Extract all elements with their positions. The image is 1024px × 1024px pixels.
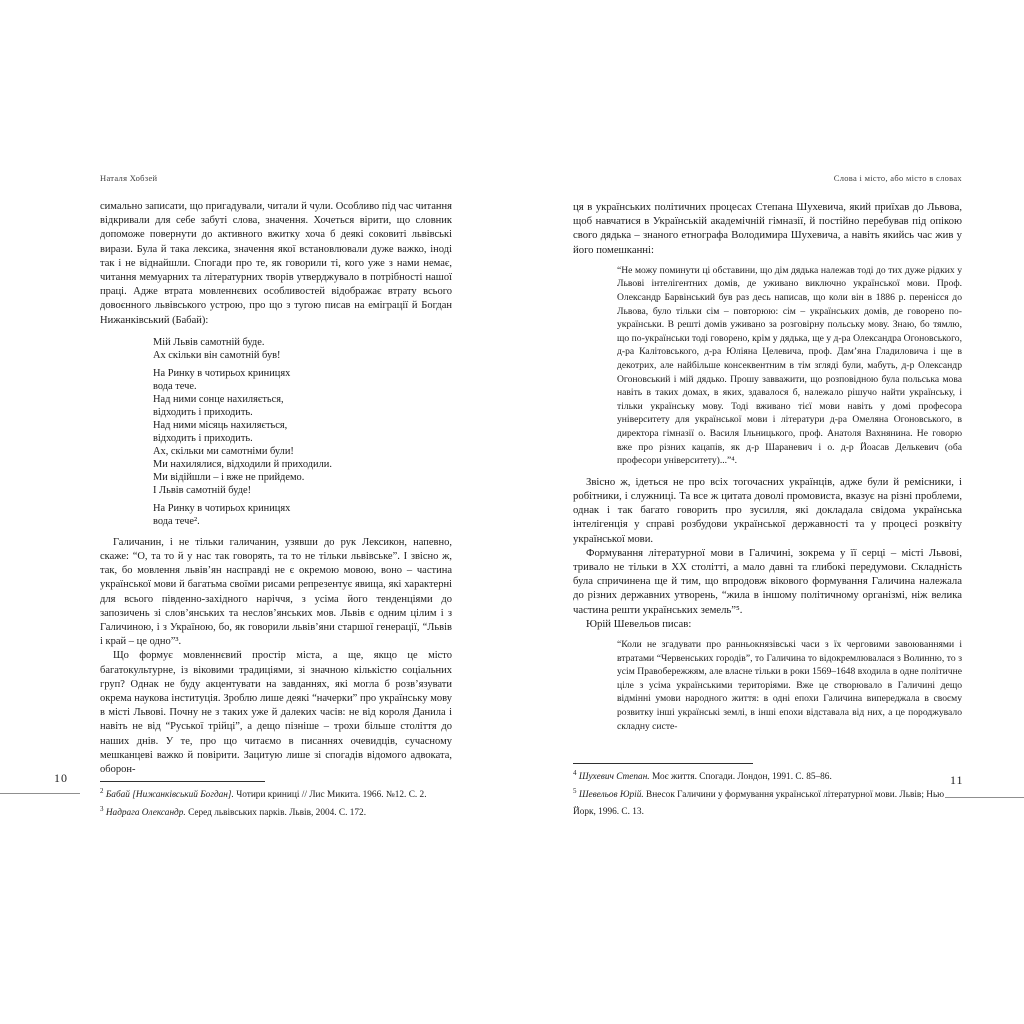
footnote <box>573 769 962 787</box>
footnote-marker: 4 <box>573 768 577 777</box>
page-number-right: 11 <box>950 773 964 787</box>
footnotes-right <box>573 763 962 822</box>
footnote-text: Моє життя. Спогади. Лондон, 1991. С. 85–86. <box>651 772 832 782</box>
poem-line: І Львів самотній буде! <box>153 484 252 496</box>
footnote <box>100 787 452 805</box>
poem-line: Над ними сонце нахиляється, <box>153 393 284 405</box>
paragraph: Звісно ж, ідеться не про всіх тогочасних українців, адже були й ремісники, і робітники, і служниці. Та все ж цитата доволі промовиста, вказує на різні проблеми, однак і так багато говорить про зусилля, які докладала свідома українська інтелігенція у справі розбудови української державності та у процесі розквіту української мови. <box>573 475 962 545</box>
page-right-body <box>573 200 962 733</box>
paragraph: симально записати, що пригадували, читали й чули. Особливо під час читання відкривали для себе забуті слова, значення. Хочеться вірити, що словник допоможе повернути до активного вжитку хоча б деякі соковиті львівські вирази. Була й така лексика, значення якої встановлювали дуже важко, іноді так і не віднайшли. Спогади про те, як говорили ті, кого уже з нами немає, читання мемуарних та літературних творів утверджувало в потрібності нашої праці. Адже втрата мовленнєвих особливостей відображає втрату всього довоєнного львівського устрою, про що з тугою писав на еміграції й Богдан Нижанківський (Бабай): <box>100 201 452 326</box>
footnote-marker: 2 <box>100 786 104 795</box>
poem-stanza <box>153 336 452 362</box>
footnote-author: Шевельов Юрій. <box>578 789 644 800</box>
poem-line: Над ними місяць нахиляється, <box>153 419 288 431</box>
footnote-marker: 3 <box>100 804 104 813</box>
poem-stanza <box>153 502 452 528</box>
running-header-right: Слова і місто, або місто в словах <box>833 173 962 183</box>
poem-line: Мій Львів самотній буде. <box>153 336 265 348</box>
footnote-separator <box>100 781 265 782</box>
poem-line: На Ринку в чотирьох криницях <box>153 367 291 379</box>
paragraph: Галичанин, і не тільки галичанин, узявши до рук Лексикон, напевно, скаже: “О, та то й у нас так говорять, та то не тільки львівське”. І звісно ж, так, бо мовлення львів’ян насправді не є окремою мовою, воно – частина української мови й багатьма своїми рисами репрезентує явища, які характерні для всього південно-західного наріччя, з усіма його тенденціями до запозичень зі слов’янських та неслов’янських мов. Львів є одним цілим і з Галичиною, і з Україною, бо, як говорили львів’яни старшої генерації, “Львів і край – це одно”³. <box>100 536 452 648</box>
footnote <box>100 805 452 823</box>
paragraph: Юрій Шевельов писав: <box>586 617 692 630</box>
folio-rule-right <box>945 797 1024 798</box>
footnote-author: Шухевич Степан. <box>578 772 650 782</box>
footnote-author: Надрага Олександр. <box>105 807 186 818</box>
block-quote: “Не можу поминути ці обставини, що дім дядька належав тоді до тих дуже рідких у Львові інтелігентних домів, де уживано виключно української мови. Проф. Олександр Барвінський був раз десь написав, що коли він в 1886 р. перенісся до Львова, було тільки сім – повторюю: сім – українських домів, де говорено по-українськи. В решті домів уживано за розговірну польську мову. Знаю, бо тямлю, що по-українськи тоді говорено, крім у дядька, ще у д-ра Олександра Огоновського, д-ра Калітовського, д-ра Юліяна Целевича, проф. Дам’яна Гладиловича і ще в декотрих, але найбільше консеквентним в тім згляді були, мабуть, д-р Олександр Огоновський і мій дядько. Прошу завважити, що розповідною була польська мова навіть в таких домах, в яких, здавалося б, належало рішучо найти українську, і тільки українську мову. Тоді вживано тієї мови навіть у домі професора університету для української мови і літератури д-ра Омеляна Огоновського, в директора гімназії о. Василя Ільницького, проф. Анатоля Вахнянина. Не говорю вже про різних кацапів, як д-р Шараневич і о. д-р Йоасав Делькевич (оба професори університету)...”⁴. <box>617 264 962 467</box>
footnote-author: Бабай [Нижанківський Богдан]. <box>105 790 234 800</box>
footnote-separator <box>573 763 753 764</box>
block-quote: “Коли не згадувати про ранньокнязівські часи з їх черговими завоюваннями і втратами “Червенських городів”, то Галичина то відокремлювалася з Волинню, то з усім Правобережжям, але власне тільки в роки 1569–1648 входила в одне політичне ціле з усіма українськими територіями. Вже це створювало в Галичині дещо відмінні умови народного життя: в одні епохи Галичина випереджала в своєму розвитку інші українські землі, в інші епохи відставала від них, а це породжувало складну систе- <box>617 638 962 732</box>
poem-line: Ми відійшли – і вже не прийдемо. <box>153 471 305 483</box>
page-right <box>573 173 962 740</box>
poem <box>153 336 452 528</box>
poem-line: Ах скільки він самотній був! <box>153 349 281 361</box>
paragraph: ця в українських політичних процесах Степана Шухевича, який приїхав до Львова, щоб навчатися в Українській академічній гімназії, й постійно перебував під опікою свого дядька – знаного етнографа Володимира Шухевича, а навіть якийсь час жив у його помешканні: <box>573 201 962 256</box>
footnote-marker: 5 <box>573 786 577 795</box>
footnotes-left <box>100 781 452 822</box>
poem-line: Ах, скільки ми самотніми були! <box>153 445 294 457</box>
footnote-text: Серед львівських парків. Львів, 2004. С. 172. <box>188 807 367 818</box>
footnote <box>573 787 962 822</box>
footnote-text: Внесок Галичини у формування української літературної мови. Львів; Нью Йорк, 1996. С. 13. <box>573 789 945 817</box>
poem-line: відходить і приходить. <box>153 406 253 418</box>
page-left-body <box>100 200 452 777</box>
paragraph: Що формує мовленнєвий простір міста, а ще, якщо це місто багатокультурне, із віковими традиціями, зі значною кількістю соціальних груп? Однак не буду акцентувати на завданнях, які могла б розв’язувати окрема наукова інституція. Зроблю лише деякі “начерки” про українську мову в місті Львові. Почну не з таких уже й далеких часів: не від короля Данила і навіть не від “Руської трійці”, а дещо пізніше – трохи більше століття до наших днів. У те, про що читаємо в писаннях очевидців, сучасному мешканцеві важко й повірити. Зацитую лише зі спогадів відомого адвоката, оборон- <box>100 650 452 776</box>
folio-rule-left <box>0 793 80 794</box>
poem-line: вода тече². <box>153 515 200 527</box>
poem-stanza <box>153 367 452 497</box>
running-header-left: Наталя Хобзей <box>100 173 158 183</box>
poem-line: відходить і приходить. <box>153 432 253 444</box>
poem-line: вода тече. <box>153 380 197 392</box>
page-left <box>100 173 452 777</box>
page-number-left: 10 <box>54 771 68 785</box>
poem-line: Ми нахилялися, відходили й приходили. <box>153 458 332 470</box>
paragraph: Формування літературної мови в Галичині, зокрема у її серці – місті Львові, тривало не тільки в XX столітті, а мало давні та глибокі передумови. Складність була спричинена ще й тим, що впродовж вікового формування Галичина належала до різних державних утворень, “жила в іншому політичному організмі, ніж велика частина решти українських земель”⁵. <box>573 546 962 616</box>
poem-line: На Ринку в чотирьох криницях <box>153 502 291 514</box>
footnote-text: Чотири криниці // Лис Микита. 1966. №12. С. 2. <box>236 790 427 800</box>
